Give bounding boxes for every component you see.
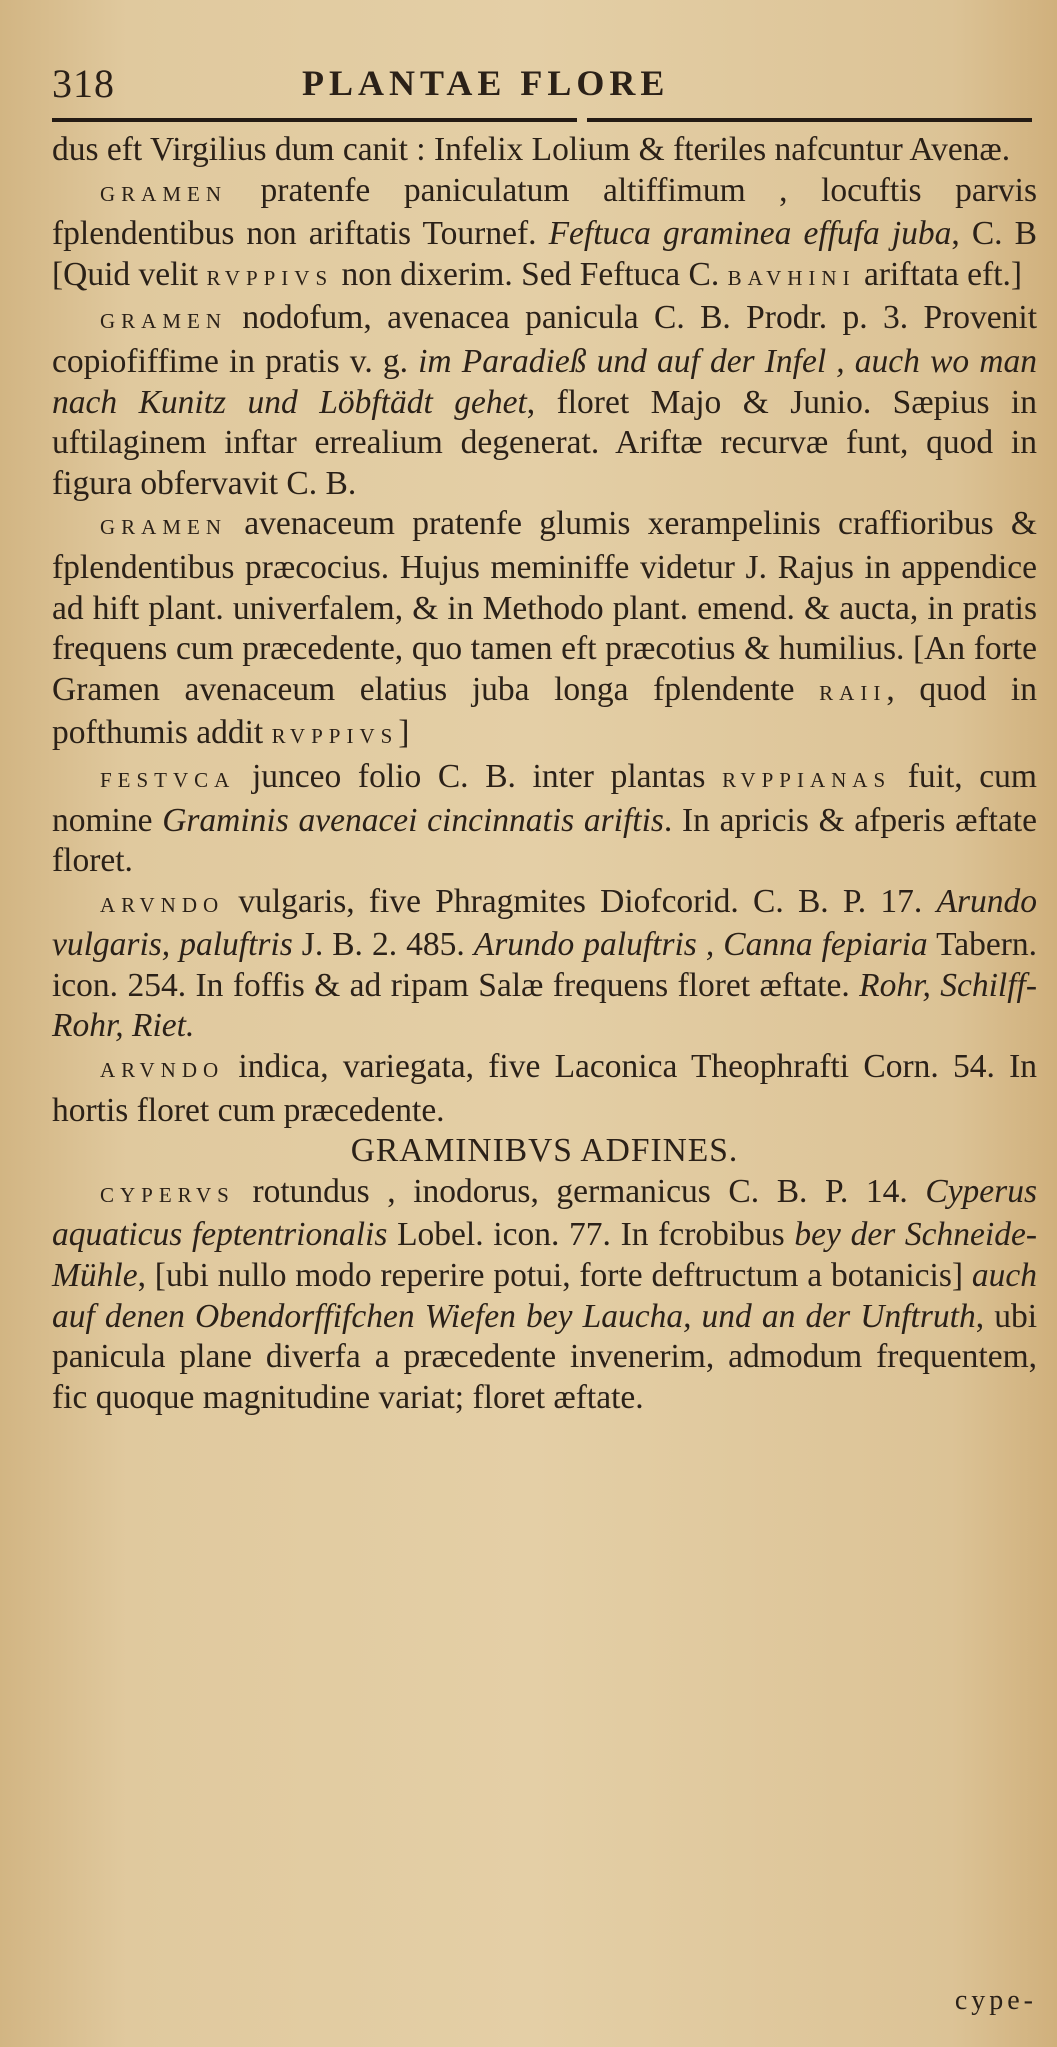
small-caps-name: RVPPIANAS <box>722 767 892 792</box>
italic-text: Arundo vulgaris, paluftris <box>52 882 1037 964</box>
small-caps-name: FESTVCA <box>100 767 236 792</box>
text-run: J. B. 2. 485. <box>292 926 474 964</box>
paragraph <box>52 882 1037 1047</box>
text-run: , floret Majo & Junio. Sæpius in uftilaginem inftar errealium degenerat. Ariftæ recurvæ funt, quod in figura obfervavit C. B. <box>52 383 1037 502</box>
small-caps-name: ARVNDO <box>100 892 225 917</box>
catchword: cype- <box>954 1985 1037 2016</box>
small-caps-name: BAVHINI <box>727 265 856 290</box>
text-run: pratenfe paniculatum altiffimum , locuftis parvis fplendentibus non ariftatis Tournef. <box>52 171 1037 253</box>
small-caps-name: GRAMEN <box>100 181 228 206</box>
paragraph <box>52 130 1037 171</box>
paragraph <box>52 504 1037 757</box>
small-caps-name: GRAMEN <box>100 515 228 540</box>
text-run: , C. B [Quid velit <box>52 215 1037 293</box>
italic-text: Arundo paluftris , Canna fepiaria <box>473 926 928 964</box>
italic-text: auch auf denen Obendorffifchen Wiefen bey Laucha, und an der Unftruth <box>52 1257 1037 1335</box>
paragraph <box>52 1172 1037 1419</box>
paragraphs-before <box>52 130 1037 1131</box>
text-run: indica, variegata, five Laconica Theophrafti Corn. 54. In hortis floret cum præcedente. <box>52 1048 1037 1129</box>
text-run: ] <box>398 714 410 752</box>
small-caps-name: ARVNDO <box>100 1058 225 1083</box>
text-run: Tabern. icon. 254. In foffis & ad ripam Salæ frequens floret æftate. <box>52 926 1037 1004</box>
italic-text: bey der Schneide-Mühle <box>52 1216 1038 1295</box>
running-title: PLANTAE FLORE <box>302 63 670 103</box>
italic-text: Feftuca graminea effufa juba <box>548 215 952 253</box>
small-caps-name: RVPPIVS <box>206 265 334 290</box>
text-run: nodofum, avenacea panicula C. B. Prodr. p. 3. Provenit copiofiffime in pratis v. g. <box>52 299 1037 380</box>
text-run: non dixerim. Sed Feftuca C. <box>333 255 728 293</box>
text-run: avenaceum pratenfe glumis xerampelinis craffioribus & fplendentibus præcocius. Hujus meminiffe videtur J. Rajus in appendice ad hift plant. univerfalem, & in Methodo plant. emend. & aucta, in pratis frequens cum præcedente, quo tamen eft præcotius & humilius. [An forte Gramen avenaceum elatius juba longa fplendente <box>52 505 1037 708</box>
text-run: , ubi panicula plane diverfa a præcedente invenerim, admodum frequentem, fic quoque magnitudine variat; floret æftate. <box>52 1297 1037 1416</box>
text-run: Lobel. icon. 77. In fcrobibus <box>387 1216 795 1254</box>
italic-text: Cyperus aquaticus feptentrionalis <box>52 1172 1037 1254</box>
text-run: dus eft Virgilius dum canit : Infelix Lolium & fteriles nafcuntur Avenæ. <box>52 131 1011 168</box>
page-header <box>52 60 1032 112</box>
paragraph <box>52 298 1037 504</box>
header-rule <box>52 116 1032 124</box>
page-number: 318 <box>52 61 115 106</box>
small-caps-name: CYPERVS <box>100 1182 235 1207</box>
italic-text: Graminis avenacei cincinnatis ariftis <box>162 801 664 839</box>
italic-text: Rohr, Schilff-Rohr, Riet. <box>52 966 1037 1045</box>
paragraphs-after <box>52 1172 1037 1419</box>
text-run: fuit, cum nomine <box>52 757 1037 839</box>
small-caps-name: RAII <box>819 680 887 705</box>
italic-text: im Paradieß und auf der Infel , auch wo man nach Kunitz und Löbftädt gehet <box>52 342 1038 421</box>
small-caps-name: GRAMEN <box>100 309 228 334</box>
text-run: junceo folio C. B. inter plantas <box>235 757 723 795</box>
text-run: . In apricis & afperis æftate floret. <box>52 801 1037 880</box>
paragraph <box>52 757 1037 882</box>
paragraph <box>52 1047 1037 1131</box>
text-run: ariftata eft.] <box>855 255 1023 293</box>
text-run: , [ubi nullo modo reperire potui, forte deftructum a botanicis] <box>137 1257 972 1295</box>
text-run: vulgaris, five Phragmites Diofcorid. C. B. P. 17. <box>224 882 937 920</box>
small-caps-name: RVPPIVS <box>271 724 399 749</box>
text-run: , quod in pofthumis addit <box>52 670 1037 752</box>
paragraph <box>52 171 1037 299</box>
body-text <box>52 130 1037 1418</box>
section-heading: GRAMINIBVS ADFINES. <box>350 1132 739 1170</box>
text-run: rotundus , inodorus, germanicus C. B. P. 14. <box>234 1172 926 1210</box>
